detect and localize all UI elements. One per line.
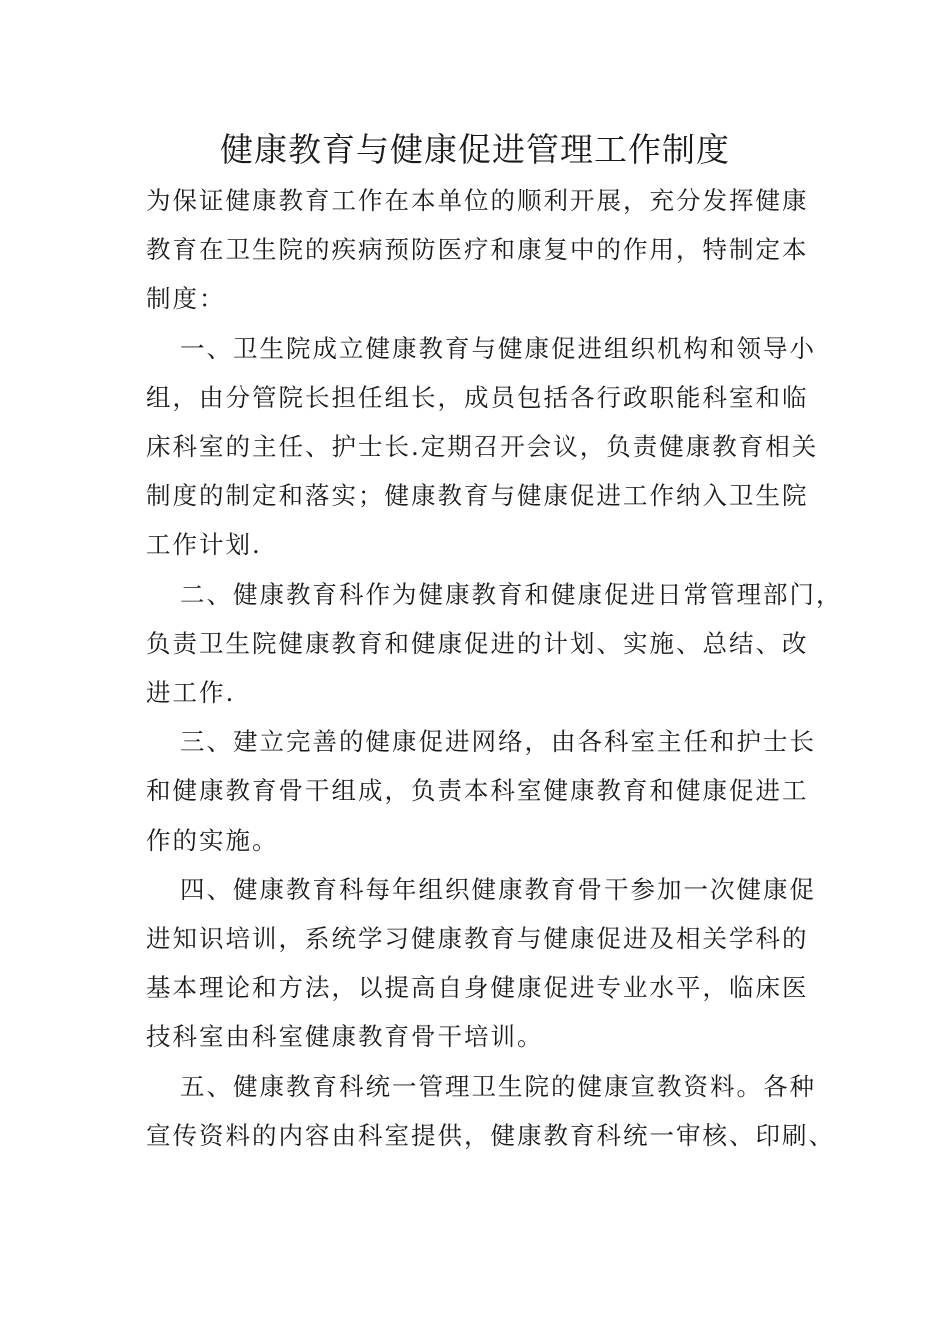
text-line: 五、健康教育科统一管理卫生院的健康宣教资料。各种 (180, 1071, 816, 1101)
text-line: 和健康教育骨干组成，负责本科室健康教育和健康促进工 (146, 776, 809, 806)
text-line: 教育在卫生院的疾病预防医疗和康复中的作用，特制定本 (146, 235, 809, 265)
clause-1-paragraph (146, 324, 819, 570)
text-line: 工作计划. (146, 530, 262, 560)
document-title: 健康教育与健康促进管理工作制度 (220, 130, 730, 169)
clause-5-paragraph (146, 1062, 835, 1160)
text-line: 制度： (146, 284, 226, 314)
text-line: 负责卫生院健康教育和健康促进的计划、实施、总结、改 (146, 628, 809, 658)
clause-2-paragraph (146, 570, 843, 718)
text-line: 二、健康教育科作为健康教育和健康促进日常管理部门， (180, 579, 843, 609)
text-line: 进知识培训，系统学习健康教育与健康促进及相关学科的 (146, 924, 809, 954)
text-line: 一、卫生院成立健康教育与健康促进组织机构和领导小 (180, 333, 816, 363)
document-body (146, 176, 843, 1160)
text-line: 床科室的主任、护士长.定期召开会议，负责健康教育相关 (146, 432, 819, 462)
intro-paragraph (146, 176, 809, 324)
text-line: 三、建立完善的健康促进网络，由各科室主任和护士长 (180, 727, 816, 757)
text-line: 为保证健康教育工作在本单位的顺利开展，充分发挥健康 (146, 186, 809, 215)
text-line: 制度的制定和落实；健康教育与健康促进工作纳入卫生院 (146, 481, 809, 511)
clause-3-paragraph (146, 717, 816, 865)
clause-4-paragraph (146, 865, 816, 1062)
text-line: 进工作. (146, 678, 236, 708)
text-line: 组，由分管院长担任组长，成员包括各行政职能科室和临 (146, 382, 809, 412)
text-line: 基本理论和方法，以提高自身健康促进专业水平，临床医 (146, 973, 809, 1003)
text-line: 作的实施。 (146, 825, 279, 855)
text-line: 技科室由科室健康教育骨干培训。 (146, 1022, 544, 1052)
text-line: 四、健康教育科每年组织健康教育骨干参加一次健康促 (180, 874, 816, 904)
text-line: 宣传资料的内容由科室提供，健康教育科统一审核、印刷、 (146, 1120, 835, 1150)
